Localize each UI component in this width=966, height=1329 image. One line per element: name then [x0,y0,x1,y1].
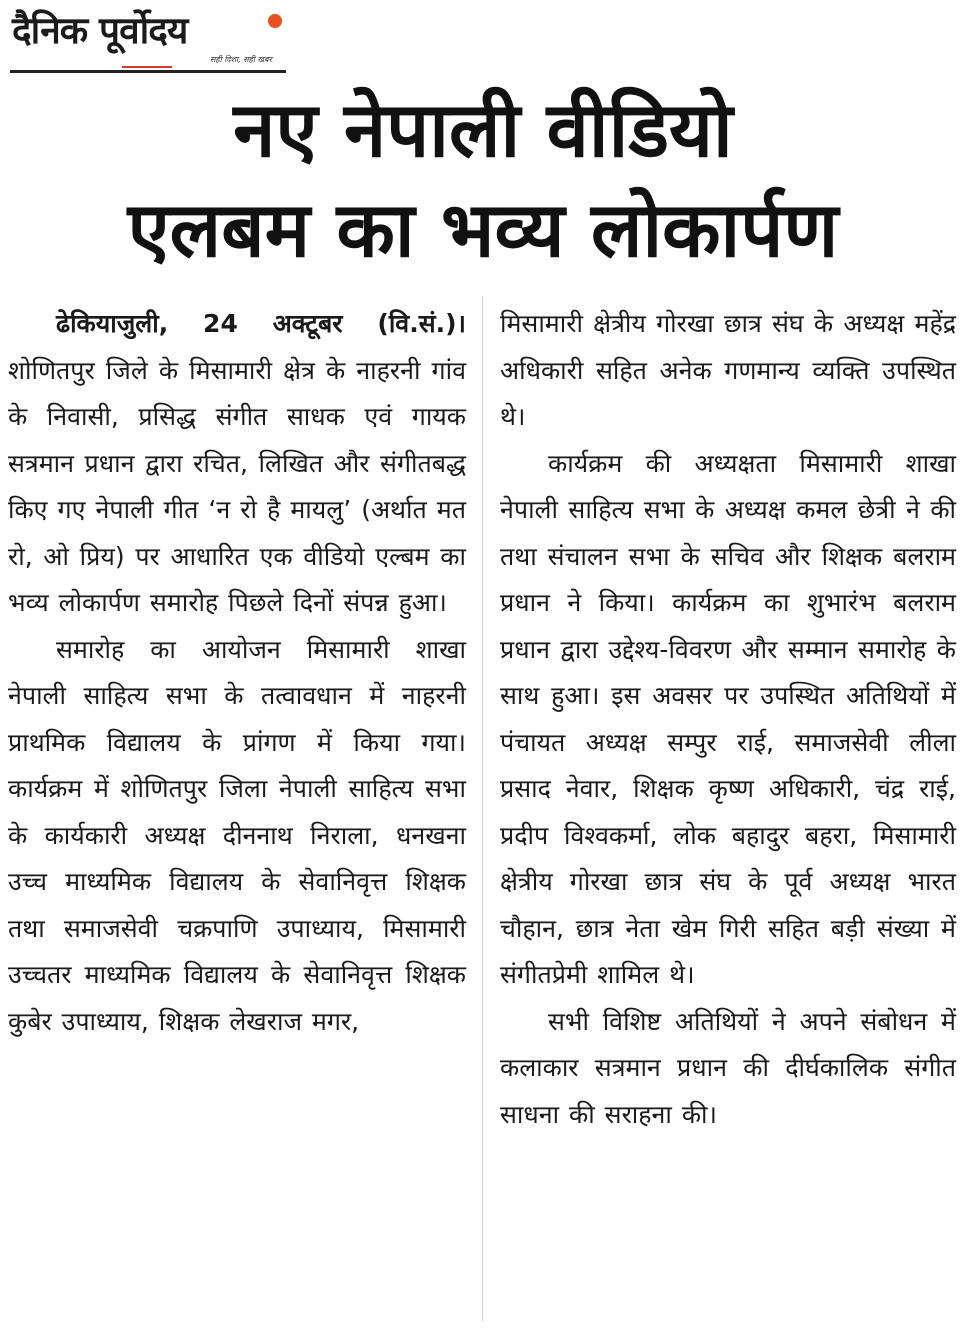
article-paragraph-4: कार्यक्रम की अध्यक्षता मिसामारी शाखा नेपाली साहित्य सभा के अध्यक्ष कमल छेत्री ने की तथा संचालन सभा के सचिव और शिक्षक बलराम प्रधान ने किया। कार्यक्रम का शुभारंभ बलराम प्रधान द्वारा उद्देश्य-विवरण और सम्मान समारोह के साथ हुआ। इस अवसर पर उपस्थित अतिथियों में पंचायत अध्यक्ष सम्पुर राई, समाजसेवी लीला प्रसाद नेवार, शिक्षक कृष्ण अधिकारी, चंद्र राई, प्रदीप विश्वकर्मा, लोक बहादुर बहरा, मिसामारी क्षेत्रीय गोरखा छात्र संघ के पूर्व अध्यक्ष भारत चौहान, छात्र नेता खेम गिरी सहित बड़ी संख्या में संगीतप्रेमी शामिल थे। [500,448,956,989]
headline-line-2: एलबम का भव्य लोकार्पण [127,185,839,274]
newspaper-logo: दैनिक पूर्वोदय [12,9,188,52]
masthead-rule [10,70,286,73]
article-column-right [500,301,956,1138]
article-paragraph-3: मिसामारी क्षेत्रीय गोरखा छात्र संघ के अध्यक्ष महेंद्र अधिकारी सहित अनेक गणमान्य व्यक्ति उपस्थित थे। [500,309,956,431]
dateline: ढेकियाजुली, 24 अक्टूबर (वि.सं.)। [56,309,466,338]
masthead-accent-line [122,66,172,68]
article-paragraph-2: समारोह का आयोजन मिसामारी शाखा नेपाली साहित्य सभा के तत्वावधान में नाहरनी प्राथमिक विद्यालय के प्रांगण में किया गया। कार्यक्रम में शोणितपुर जिला नेपाली साहित्य सभा के कार्यकारी अध्यक्ष दीननाथ निराला, धनखना उच्च माध्यमिक विद्यालय के सेवानिवृत्त शिक्षक तथा समाजसेवी चक्रपाणि उपाध्याय, मिसामारी उच्चतर माध्यमिक विद्यालय के सेवानिवृत्त शिक्षक कुबेर उपाध्याय, शिक्षक लेखराज मगर, [8,634,466,1036]
headline-line-1: नए नेपाली वीडियो [233,85,733,174]
article-paragraph-5: सभी विशिष्ट अतिथियों ने अपने संबोधन में कलाकार सत्रमान प्रधान की दीर्घकालिक संगीत साधना की सराहना की। [500,1006,956,1129]
column-divider [482,296,483,1321]
masthead [10,8,286,72]
paragraph-text: शोणितपुर जिले के मिसामारी क्षेत्र के नाहरनी गांव के निवासी, प्रसिद्ध संगीत साधक एवं गायक सत्रमान प्रधान द्वारा रचित, लिखित और संगीतबद्ध किए गए नेपाली गीत ‘न रो है मायलु’ (अर्थात मत रो, ओ प्रिय) पर आधारित एक वीडियो एल्बम का भव्य लोकार्पण समारोह पिछले दिनों संपन्न हुआ। [8,355,466,617]
article-column-left [8,301,466,1045]
masthead-tagline: सही दिशा, सही खबर [210,55,272,64]
logo-dot-icon [268,14,282,28]
article-paragraph-1 [8,301,466,627]
